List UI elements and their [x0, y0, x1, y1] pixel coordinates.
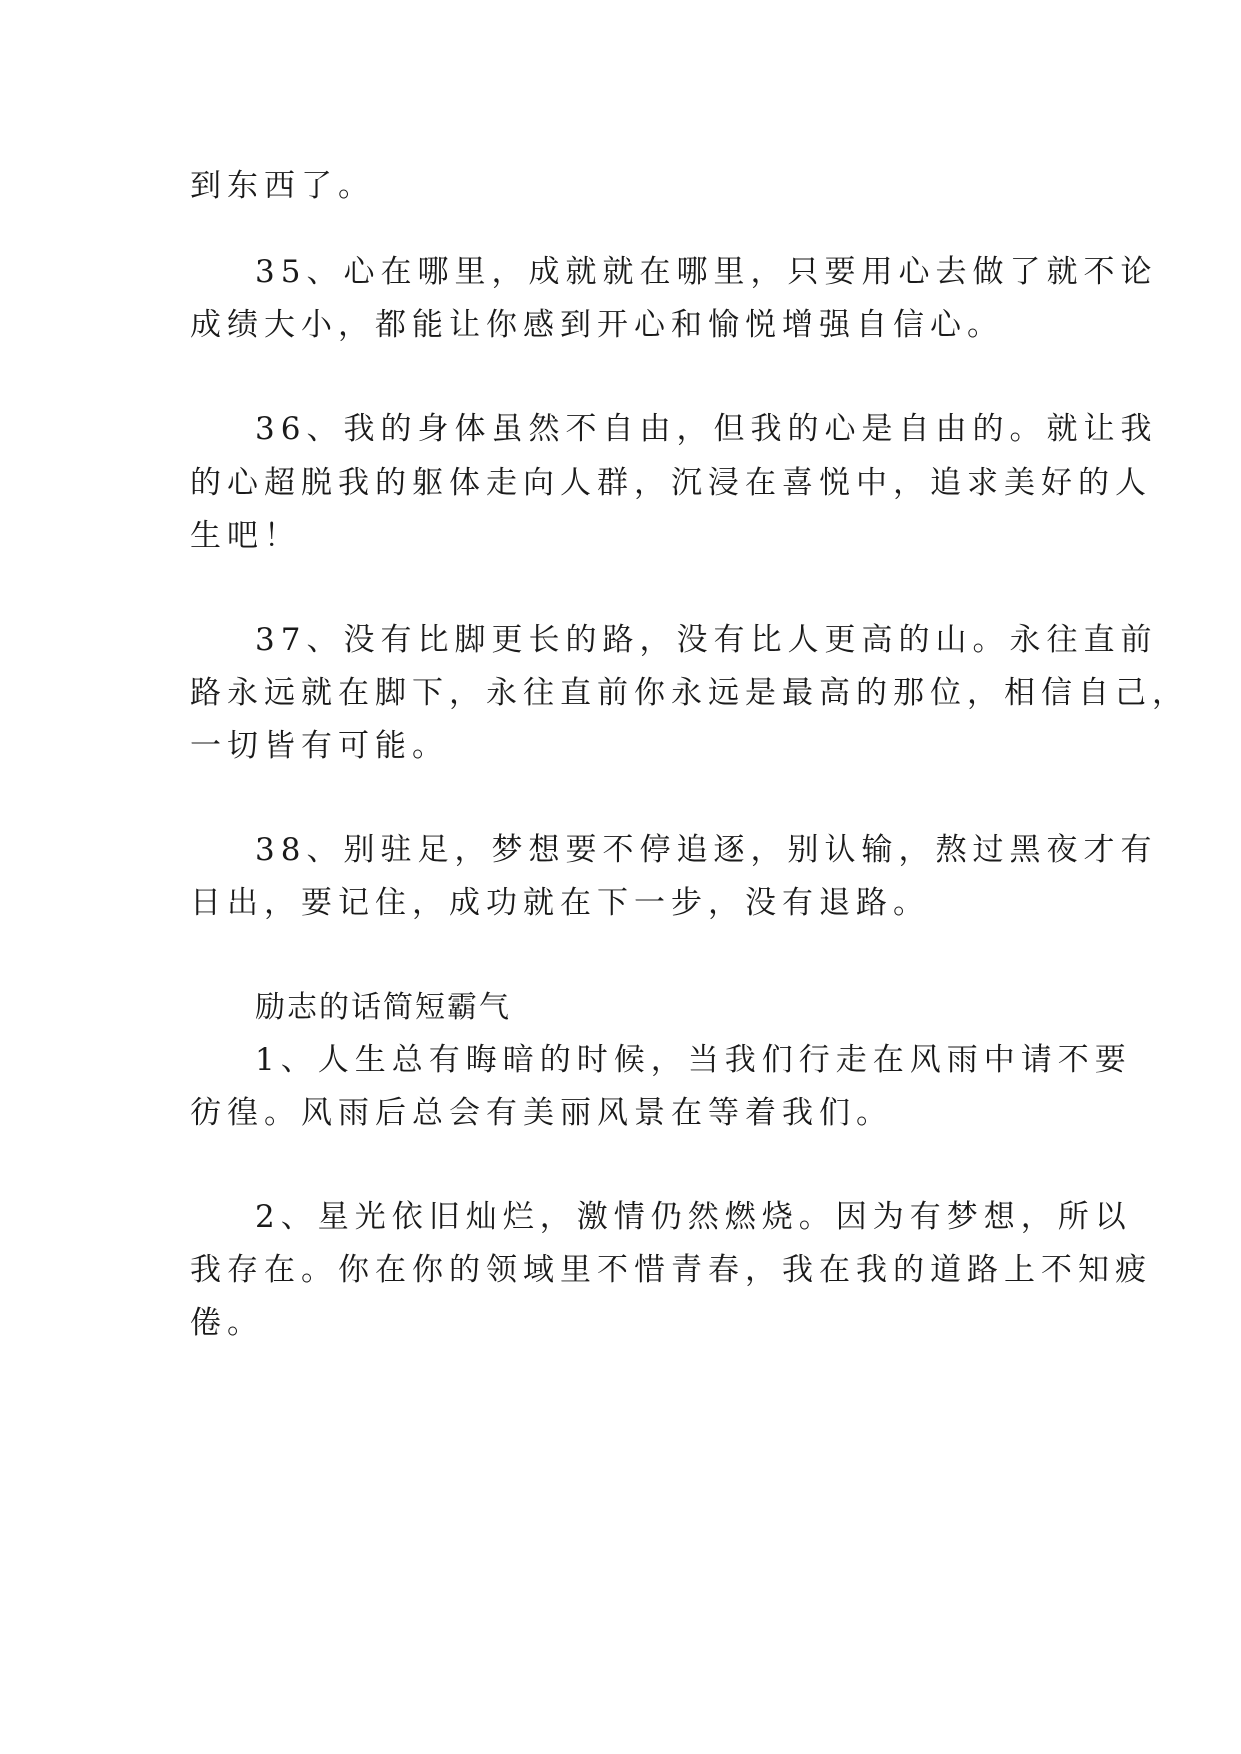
section-heading: 励志的话简短霸气 [255, 990, 511, 1025]
paragraph-line: 1、人生总有晦暗的时候，当我们行走在风雨中请不要 [255, 1042, 1132, 1078]
paragraph-line: 我存在。你在你的领域里不惜青春，我在我的道路上不知疲 [190, 1252, 1152, 1288]
paragraph-line: 倦。 [190, 1305, 264, 1341]
paragraph-line: 38、别驻足，梦想要不停追逐，别认输，熬过黑夜才有 [255, 832, 1158, 868]
paragraph-line: 生吧！ [190, 518, 301, 554]
paragraph-line: 成绩大小，都能让你感到开心和愉悦增强自信心。 [190, 307, 1004, 343]
paragraph-line: 日出，要记住，成功就在下一步，没有退路。 [190, 885, 930, 921]
paragraph-line: 路永远就在脚下，永往直前你永远是最高的那位，相信自己， [190, 675, 1189, 711]
paragraph-line: 37、没有比脚更长的路，没有比人更高的山。永往直前 [255, 622, 1158, 658]
paragraph-line: 一切皆有可能。 [190, 728, 449, 764]
continuation-line: 到东西了。 [190, 168, 375, 204]
paragraph-line: 35、心在哪里，成就就在哪里，只要用心去做了就不论 [255, 254, 1158, 290]
paragraph-line: 36、我的身体虽然不自由，但我的心是自由的。就让我 [255, 411, 1158, 447]
paragraph-line: 2、星光依旧灿烂，激情仍然燃烧。因为有梦想，所以 [255, 1199, 1132, 1235]
paragraph-line: 的心超脱我的躯体走向人群，沉浸在喜悦中，追求美好的人 [190, 465, 1152, 501]
paragraph-line: 彷徨。风雨后总会有美丽风景在等着我们。 [190, 1095, 893, 1131]
